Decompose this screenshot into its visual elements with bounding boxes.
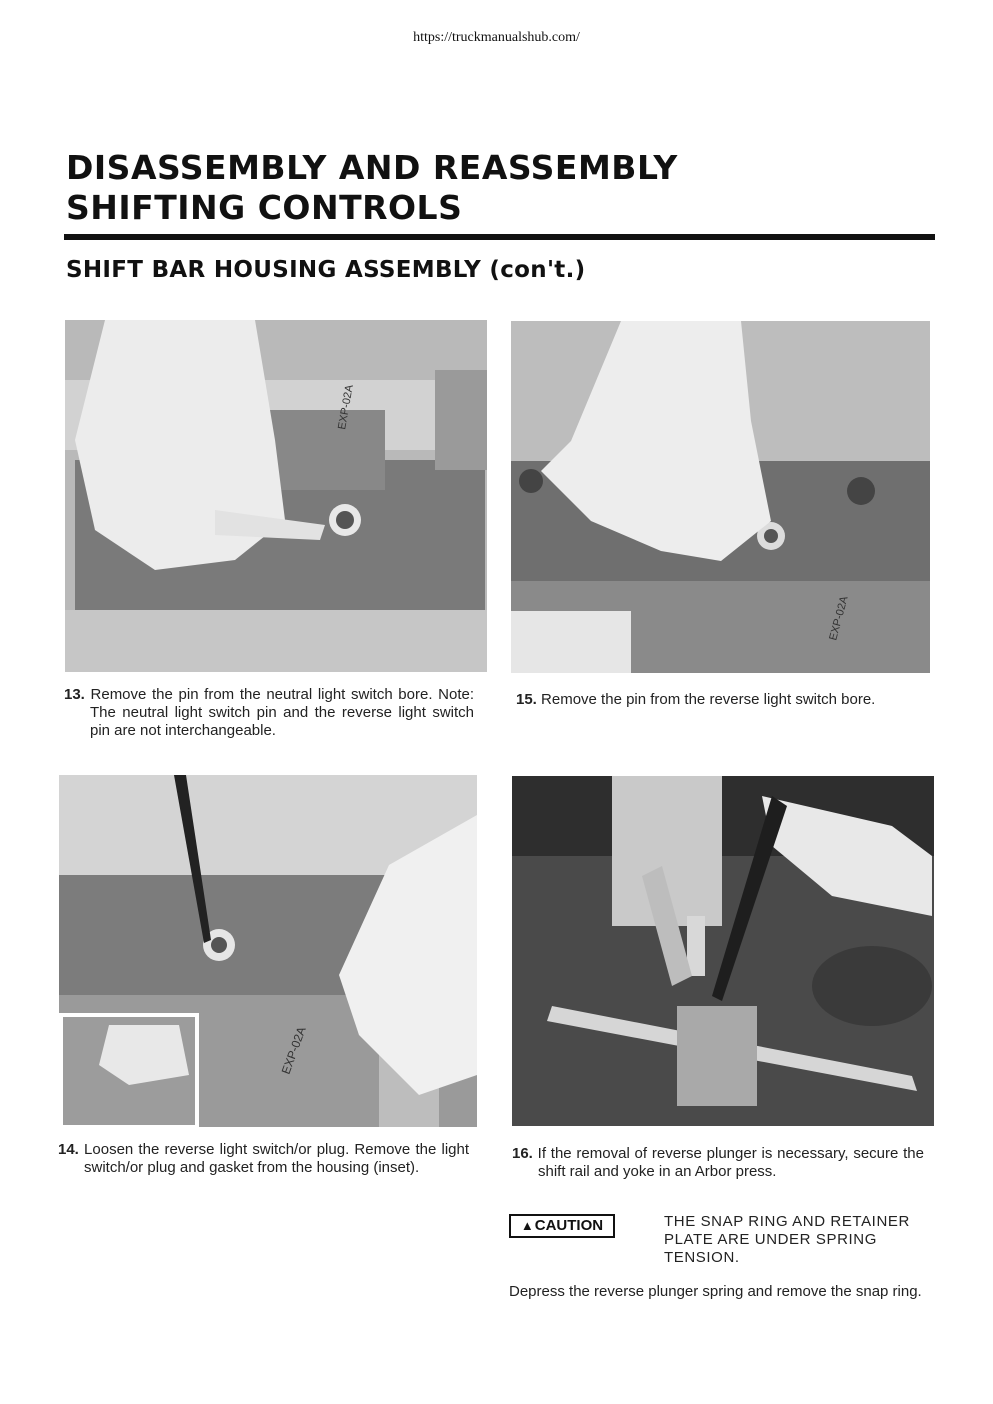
section-subtitle: SHIFT BAR HOUSING ASSEMBLY (con't.): [66, 257, 586, 283]
photo-step-14: [59, 775, 477, 1127]
caution-text: THE SNAP RING AND RETAINER PLATE ARE UNDER SPRING TENSION.: [664, 1213, 910, 1266]
warning-triangle-icon: ▲: [520, 1218, 534, 1233]
closing-instruction: Depress the reverse plunger spring and remove the snap ring.: [509, 1283, 922, 1300]
caption-step-16: [512, 1145, 924, 1181]
casting-mark-label: EXP-02A: [827, 594, 851, 642]
step-text: Remove the pin from the neutral light switch bore. Note: The neutral light switch pin and the reverse light switch pin are not interchangeable.: [90, 686, 474, 739]
source-url: https://truckmanualshub.com/: [413, 30, 580, 45]
photo-step-15: [511, 321, 930, 673]
step-number: 16.: [512, 1145, 533, 1162]
page-title-line-2: SHIFTING CONTROLS: [66, 188, 463, 227]
step-text: Remove the pin from the reverse light switch bore.: [541, 691, 876, 708]
caution-label: CAUTION: [534, 1217, 604, 1234]
page-title: [66, 148, 946, 228]
step-number: 13.: [64, 686, 85, 703]
caption-step-15: [516, 691, 876, 709]
caption-step-13: [64, 686, 474, 740]
photo-step-16: [512, 776, 934, 1126]
casting-mark-label: EXP-02A: [336, 383, 356, 431]
caution-badge: [509, 1214, 615, 1238]
page-title-line-1: DISASSEMBLY AND REASSEMBLY: [66, 148, 678, 187]
caption-step-14: [58, 1141, 469, 1177]
step-text: Loosen the reverse light switch/or plug. Remove the light switch/or plug and gasket from the housing (inset).: [84, 1141, 469, 1176]
step-number: 15.: [516, 691, 537, 708]
step-number: 14.: [58, 1141, 79, 1158]
title-rule: [64, 234, 935, 240]
photo-step-13: [65, 320, 487, 672]
step-text: If the removal of reverse plunger is necessary, secure the shift rail and yoke in an Arbor press.: [537, 1145, 924, 1180]
casting-mark-label: EXP-02A: [278, 1024, 309, 1077]
